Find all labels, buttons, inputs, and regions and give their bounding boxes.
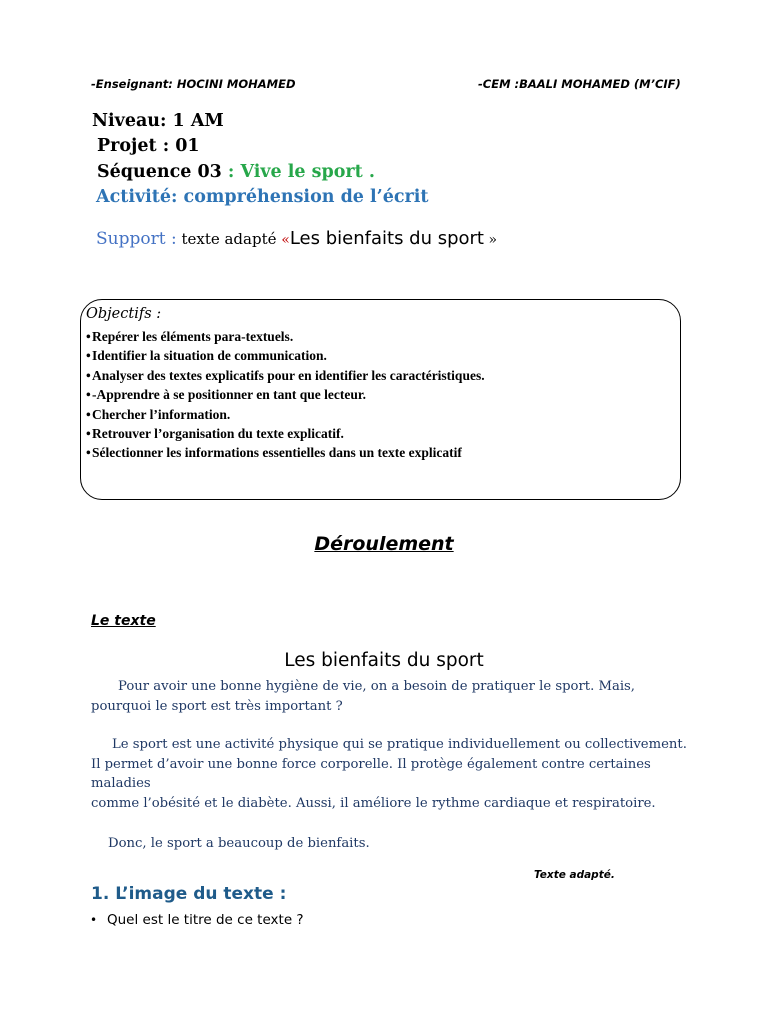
- support-line: [96, 228, 497, 249]
- bullet-icon: •: [86, 329, 91, 344]
- support-text: texte adapté: [176, 230, 282, 248]
- sequence-label: Séquence 03: [97, 162, 222, 182]
- question-item: [90, 912, 304, 928]
- niveau-line: Niveau: 1 AM: [92, 111, 224, 131]
- question-text: Quel est le titre de ce texte ?: [107, 912, 304, 928]
- activite-line: [96, 187, 429, 207]
- school-name: -CEM :BAALI MOHAMED (M’CIF): [478, 77, 681, 91]
- objective-text: Retrouver l’organisation du texte explicatif.: [92, 425, 344, 441]
- objective-item: [86, 424, 485, 443]
- deroulement-heading: Déroulement: [314, 533, 454, 555]
- bullet-icon: •: [86, 367, 91, 383]
- bullet-icon: •: [90, 913, 98, 927]
- objectives-list: [86, 327, 485, 463]
- activite-label: Activité:: [96, 187, 178, 207]
- teacher-name: -Enseignant: HOCINI MOHAMED: [91, 77, 296, 91]
- quote-open: «: [281, 232, 290, 248]
- bullet-icon: •: [86, 445, 91, 461]
- paragraph-line: Le sport est une activité physique qui se pratique individuellement ou collectivement.: [112, 737, 687, 752]
- le-texte-heading: Le texte: [91, 613, 156, 629]
- quote-close: »: [484, 232, 498, 248]
- section-1-heading: 1. L’image du texte :: [91, 884, 287, 904]
- objective-item: [86, 366, 485, 385]
- support-title: Les bienfaits du sport: [289, 228, 484, 249]
- objective-item: [86, 385, 485, 404]
- bullet-icon: •: [86, 425, 91, 441]
- paragraph-line: maladies: [91, 776, 151, 791]
- bullet-icon: •: [86, 348, 91, 364]
- texte-adapte-note: Texte adapté.: [534, 869, 615, 881]
- objective-text: Sélectionner les informations essentielles dans un texte explicatif: [92, 445, 462, 461]
- objective-item: [86, 346, 485, 365]
- bullet-icon: •: [86, 406, 91, 422]
- objective-text: Repérer les éléments para-textuels.: [92, 329, 294, 344]
- activite-value: compréhension de l’écrit: [177, 187, 429, 207]
- projet-line: Projet : 01: [97, 136, 200, 156]
- objective-item: [86, 327, 485, 346]
- objective-text: -Apprendre à se positionner en tant que lecteur.: [92, 387, 367, 403]
- objectives-title: Objectifs :: [86, 306, 162, 322]
- sequence-title: : Vive le sport .: [221, 162, 375, 182]
- paragraph-line: Pour avoir une bonne hygiène de vie, on a besoin de pratiquer le sport. Mais,: [118, 679, 635, 694]
- paragraph-line: Il permet d’avoir une bonne force corporelle. Il protège également contre certaines: [91, 756, 651, 772]
- objective-item: [86, 443, 485, 462]
- objective-text: Identifier la situation de communication.: [92, 348, 327, 364]
- paragraph-line: pourquoi le sport est très important ?: [91, 698, 343, 714]
- objective-item: [86, 405, 485, 424]
- bullet-icon: •: [86, 387, 91, 403]
- objective-text: Analyser des textes explicatifs pour en identifier les caractéristiques.: [92, 367, 485, 383]
- paragraph-3: [91, 834, 691, 854]
- text-title: Les bienfaits du sport: [284, 650, 484, 671]
- support-label: Support :: [96, 229, 177, 249]
- paragraph-1: [91, 677, 691, 716]
- objective-text: Chercher l’information.: [92, 406, 231, 422]
- paragraph-line: Donc, le sport a beaucoup de bienfaits.: [108, 836, 370, 851]
- paragraph-2: [91, 735, 691, 813]
- paragraph-line: comme l’obésité et le diabète. Aussi, il améliore le rythme cardiaque et respiratoire.: [91, 795, 656, 811]
- sequence-line: [97, 162, 375, 182]
